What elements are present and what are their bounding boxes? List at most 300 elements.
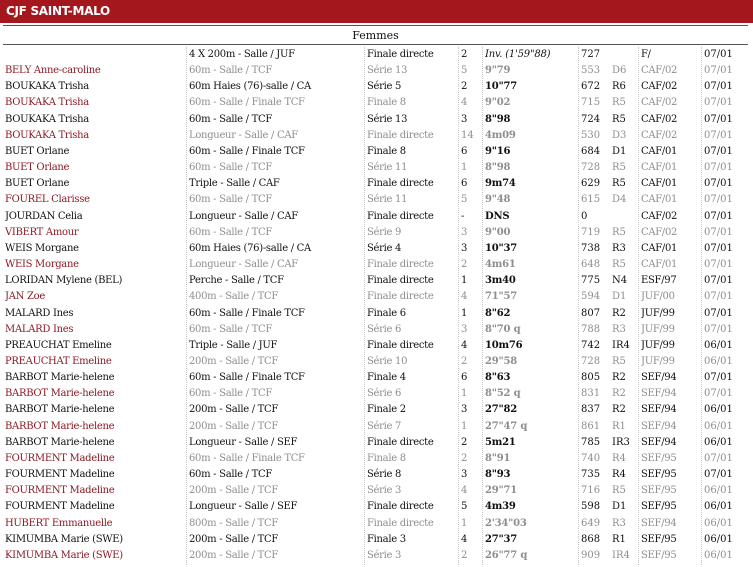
points: 598 [581,501,601,513]
category: SEF/94 [641,436,677,448]
date: 07/01 [704,162,733,174]
level: R2 [612,372,626,384]
points: 831 [581,388,601,400]
level: D6 [612,65,627,77]
performance: 9"16 [485,145,511,157]
performance: 8"62 [485,307,511,319]
round-name: Série 13 [367,113,408,125]
place: 2 [461,549,468,561]
date: 06/01 [704,517,733,529]
category: F/ [641,49,651,60]
date: 06/01 [704,404,733,416]
athlete-name[interactable]: BUET Orlane [5,178,70,190]
event-name: 60m - Salle / TCF [189,113,272,125]
table-row [0,306,753,322]
place: 5 [461,65,468,77]
category: JUF/99 [641,339,675,351]
points: 837 [581,404,601,416]
category: CAF/02 [641,65,678,77]
event-name: 60m Haies (76)-salle / CA [189,242,311,254]
table-row [0,386,753,402]
round-name: Finale directe [367,49,434,60]
date: 06/01 [704,501,733,513]
round-name: Finale directe [367,210,434,222]
round-name: Finale 8 [367,452,406,464]
points: 742 [581,339,601,351]
points: 775 [581,275,601,287]
level: R6 [612,81,626,93]
date: 07/01 [704,113,733,125]
performance: 8"70 q [485,323,521,335]
table-row [0,144,753,160]
event-name: 60m - Salle / Finale TCF [189,452,305,464]
points: 0 [581,210,588,222]
level: D4 [612,194,627,206]
category: SEF/94 [641,404,677,416]
round-name: Série 7 [367,420,402,432]
category: SEF/94 [641,372,677,384]
place: 6 [461,178,468,190]
points: 727 [581,49,601,60]
category: SEF/94 [641,517,677,529]
points: 649 [581,517,601,529]
category: CAF/01 [641,162,678,174]
table-row [0,47,753,63]
points: 615 [581,194,601,206]
level: D1 [612,291,627,303]
event-name: 200m - Salle / TCF [189,549,279,561]
category: CAF/02 [641,129,678,141]
level: R5 [612,97,626,109]
athlete-name[interactable]: JOURDAN Celia [5,210,83,222]
round-name: Série 11 [367,162,408,174]
round-name: Finale directe [367,517,434,529]
performance: 4m09 [485,129,516,141]
athlete-name[interactable]: KIMUMBA Marie (SWE) [5,549,123,561]
table-row [0,128,753,144]
date: 07/01 [704,372,733,384]
points: 728 [581,355,601,367]
performance: 9m74 [485,178,516,190]
category: SEF/95 [641,549,677,561]
points: 672 [581,81,601,93]
points: 740 [581,452,601,464]
date: 07/01 [704,65,733,77]
category: JUF/99 [641,307,675,319]
event-name: 60m - Salle / TCF [189,469,272,481]
date: 07/01 [704,323,733,335]
place: 1 [461,517,468,529]
place: 2 [461,81,468,93]
place: 3 [461,469,468,481]
athlete-name[interactable]: FOURMENT Madeline [5,469,115,481]
points: 785 [581,436,601,448]
round-name: Finale 6 [367,307,406,319]
place: 1 [461,420,468,432]
event-name: 60m - Salle / TCF [189,65,272,77]
round-name: Finale 8 [367,97,406,109]
performance: 10m76 [485,339,523,351]
performance: 4m61 [485,259,516,271]
athlete-name[interactable]: BUET Orlane [5,162,70,174]
event-name: 60m - Salle / TCF [189,194,272,206]
date: 06/01 [704,355,733,367]
level: R4 [612,469,626,481]
athlete-name[interactable]: KIMUMBA Marie (SWE) [5,533,123,545]
place: 3 [461,242,468,254]
level: R5 [612,485,626,497]
round-name: Série 3 [367,485,402,497]
table-row [0,467,753,483]
performance: 8"91 [485,452,511,464]
level: R1 [612,420,626,432]
level: D1 [612,145,627,157]
category: JUF/99 [641,323,675,335]
round-name: Finale directe [367,339,434,351]
points: 868 [581,533,601,545]
table-row [0,257,753,273]
level: R1 [612,533,626,545]
level: IR3 [612,436,630,448]
category: CAF/01 [641,259,678,271]
event-name: 60m - Salle / TCF [189,162,272,174]
place: 1 [461,388,468,400]
table-row [0,79,753,95]
event-name: Perche - Salle / TCF [189,275,284,287]
event-name: 60m - Salle / Finale TCF [189,307,305,319]
date: 06/01 [704,533,733,545]
event-name: 60m - Salle / Finale TCF [189,145,305,157]
performance: 8"98 [485,162,511,174]
points: 716 [581,485,601,497]
athlete-name[interactable]: BARBOT Marie-helene [5,436,115,448]
place: 3 [461,323,468,335]
date: 07/01 [704,178,733,190]
event-name: 400m - Salle / TCF [189,291,279,303]
athlete-name[interactable]: FOUREL Clarisse [5,194,90,206]
category: CAF/01 [641,145,678,157]
place: 2 [461,49,468,60]
level: R5 [612,259,626,271]
category: CAF/01 [641,178,678,190]
athlete-name[interactable]: BUET Orlane [5,145,70,157]
athlete-name[interactable]: VIBERT Amour [5,226,79,238]
date: 07/01 [704,259,733,271]
event-name: 60m - Salle / Finale TCF [189,97,305,109]
place: 4 [461,485,468,497]
level: N4 [612,275,628,287]
event-name: 200m - Salle / TCF [189,404,279,416]
performance: 8"63 [485,372,511,384]
date: 06/01 [704,436,733,448]
round-name: Finale directe [367,259,434,271]
points: 788 [581,323,601,335]
round-name: Série 5 [367,81,402,93]
athlete-name[interactable]: BARBOT Marie-helene [5,372,115,384]
level: R5 [612,355,626,367]
event-name: 200m - Salle / TCF [189,485,279,497]
category: SEF/95 [641,501,677,513]
category: JUF/00 [641,291,675,303]
table-row [0,451,753,467]
performance: 5m21 [485,436,516,448]
athlete-name[interactable]: JAN Zoe [5,291,45,303]
event-name: 200m - Salle / TCF [189,533,279,545]
category: SEF/95 [641,533,677,545]
athlete-name[interactable]: BOUKAKA Trisha [5,129,89,141]
level: IR4 [612,549,630,561]
round-name: Finale 2 [367,404,406,416]
round-name: Finale directe [367,436,434,448]
points: 715 [581,97,601,109]
table-row [0,209,753,225]
athlete-name[interactable]: FOURMENT Madeline [5,452,115,464]
date: 07/01 [704,452,733,464]
category: SEF/95 [641,469,677,481]
event-name: Longueur - Salle / SEF [189,436,298,448]
event-name: Longueur - Salle / CAF [189,259,298,271]
table-row [0,192,753,208]
table-row [0,338,753,354]
level: R3 [612,242,626,254]
athlete-name[interactable]: FOURMENT Madeline [5,485,115,497]
category: CAF/01 [641,242,678,254]
athlete-name[interactable]: BARBOT Marie-helene [5,388,115,400]
athlete-name[interactable]: LORIDAN Mylene (BEL) [5,275,123,287]
table-row [0,112,753,128]
round-name: Série 4 [367,242,402,254]
points: 724 [581,113,601,125]
athlete-name[interactable]: BOUKAKA Trisha [5,113,89,125]
event-name: 800m - Salle / TCF [189,517,279,529]
table-row [0,402,753,418]
place: 1 [461,275,468,287]
place: 6 [461,372,468,384]
date: 07/01 [704,210,733,222]
place: 4 [461,533,468,545]
athlete-name[interactable]: PREAUCHAT Emeline [5,339,112,351]
performance: 71"57 [485,291,518,303]
event-name: Longueur - Salle / CAF [189,129,298,141]
performance: 27"37 [485,533,518,545]
performance: 10"37 [485,242,518,254]
level: R5 [612,178,626,190]
table-row [0,322,753,338]
date: 06/01 [704,339,733,351]
performance: 4m39 [485,501,516,513]
points: 684 [581,145,601,157]
round-name: Finale 4 [367,372,406,384]
points: 530 [581,129,601,141]
points: 861 [581,420,601,432]
event-name: 200m - Salle / TCF [189,420,279,432]
level: IR4 [612,339,630,351]
round-name: Série 6 [367,323,402,335]
performance: 9"48 [485,194,511,206]
athlete-name[interactable]: BELY Anne-caroline [5,65,101,77]
athlete-name[interactable]: BARBOT Marie-helene [5,420,115,432]
date: 07/01 [704,226,733,238]
event-name: Triple - Salle / CAF [189,178,280,190]
category: CAF/02 [641,210,678,222]
round-name: Finale directe [367,291,434,303]
date: 07/01 [704,307,733,319]
place: 4 [461,291,468,303]
points: 553 [581,65,601,77]
round-name: Série 13 [367,65,408,77]
date: 07/01 [704,275,733,287]
round-name: Finale directe [367,129,434,141]
level: D3 [612,129,627,141]
category: CAF/02 [641,226,678,238]
date: 07/01 [704,145,733,157]
table-row [0,241,753,257]
round-name: Finale 3 [367,533,406,545]
event-name: 4 X 200m - Salle / JUF [189,49,295,60]
level: R5 [612,113,626,125]
points: 648 [581,259,601,271]
round-name: Finale directe [367,275,434,287]
place: 4 [461,97,468,109]
performance: 8"52 q [485,388,521,400]
category: CAF/02 [641,113,678,125]
table-row [0,63,753,79]
athlete-name[interactable]: WEIS Morgane [5,259,79,271]
table-row [0,483,753,499]
performance: 27"82 [485,404,518,416]
round-name: Série 8 [367,469,402,481]
date: 07/01 [704,129,733,141]
place: 1 [461,162,468,174]
athlete-name[interactable]: FOURMENT Madeline [5,501,115,513]
performance: 9"02 [485,97,511,109]
event-name: 60m Haies (76)-salle / CA [189,81,311,93]
table-row [0,160,753,176]
event-name: Triple - Salle / JUF [189,339,278,351]
table-row [0,273,753,289]
place: 3 [461,404,468,416]
category: SEF/95 [641,452,677,464]
athlete-name[interactable]: BOUKAKA Trisha [5,97,89,109]
performance: 8"98 [485,113,511,125]
date: 07/01 [704,81,733,93]
place: 5 [461,501,468,513]
table-row [0,95,753,111]
athlete-name[interactable]: BOUKAKA Trisha [5,81,89,93]
round-name: Série 11 [367,194,408,206]
points: 629 [581,178,601,190]
points: 909 [581,549,601,561]
level: R2 [612,404,626,416]
event-name: 60m - Salle / TCF [189,323,272,335]
table-row [0,225,753,241]
place: 5 [461,194,468,206]
category: JUF/99 [641,355,675,367]
table-row [0,499,753,515]
place: 3 [461,226,468,238]
category: SEF/95 [641,485,677,497]
round-name: Finale directe [367,178,434,190]
table-row [0,532,753,548]
category: SEF/94 [641,420,677,432]
place: 1 [461,307,468,319]
event-name: 60m - Salle / Finale TCF [189,372,305,384]
place: 6 [461,145,468,157]
place: 2 [461,452,468,464]
points: 594 [581,291,601,303]
points: 807 [581,307,601,319]
place: - [461,210,465,222]
section-title: Femmes [3,25,748,45]
table-row [0,516,753,532]
event-name: Longueur - Salle / CAF [189,210,298,222]
performance: 2'34"03 [485,517,527,529]
category: ESF/97 [641,275,677,287]
athlete-name[interactable]: MALARD Ines [5,307,74,319]
table-row [0,419,753,435]
place: 2 [461,259,468,271]
level: R2 [612,388,626,400]
athlete-name[interactable]: HUBERT Emmanuelle [5,517,113,529]
category: CAF/01 [641,194,678,206]
round-name: Série 6 [367,388,402,400]
athlete-name[interactable]: WEIS Morgane [5,242,79,254]
date: 07/01 [704,194,733,206]
athlete-name[interactable]: BARBOT Marie-helene [5,404,115,416]
category: SEF/94 [641,388,677,400]
table-row [0,435,753,451]
date: 07/01 [704,97,733,109]
points: 728 [581,162,601,174]
table-row [0,548,753,564]
table-row [0,289,753,305]
table-row [0,370,753,386]
table-row [0,176,753,192]
date: 07/01 [704,49,733,60]
performance: 27"47 q [485,420,528,432]
performance: 9"00 [485,226,511,238]
points: 805 [581,372,601,384]
performance: 29"71 [485,485,518,497]
date: 07/01 [704,242,733,254]
round-name: Série 10 [367,355,408,367]
level: R3 [612,323,626,335]
date: 06/01 [704,420,733,432]
date: 07/01 [704,388,733,400]
level: R5 [612,162,626,174]
event-name: 60m - Salle / TCF [189,226,272,238]
athlete-name[interactable]: PREAUCHAT Emeline [5,355,112,367]
performance: 3m40 [485,275,516,287]
category: CAF/02 [641,97,678,109]
performance: 29"58 [485,355,518,367]
date: 06/01 [704,485,733,497]
category: CAF/02 [641,81,678,93]
place: 14 [461,129,474,141]
table-row [0,354,753,370]
place: 3 [461,113,468,125]
athlete-name[interactable]: MALARD Ines [5,323,74,335]
date: 07/01 [704,291,733,303]
level: R3 [612,517,626,529]
points: 719 [581,226,601,238]
place: 4 [461,339,468,351]
place: 2 [461,355,468,367]
place: 2 [461,436,468,448]
round-name: Série 9 [367,226,402,238]
event-name: 200m - Salle / TCF [189,355,279,367]
points: 735 [581,469,601,481]
